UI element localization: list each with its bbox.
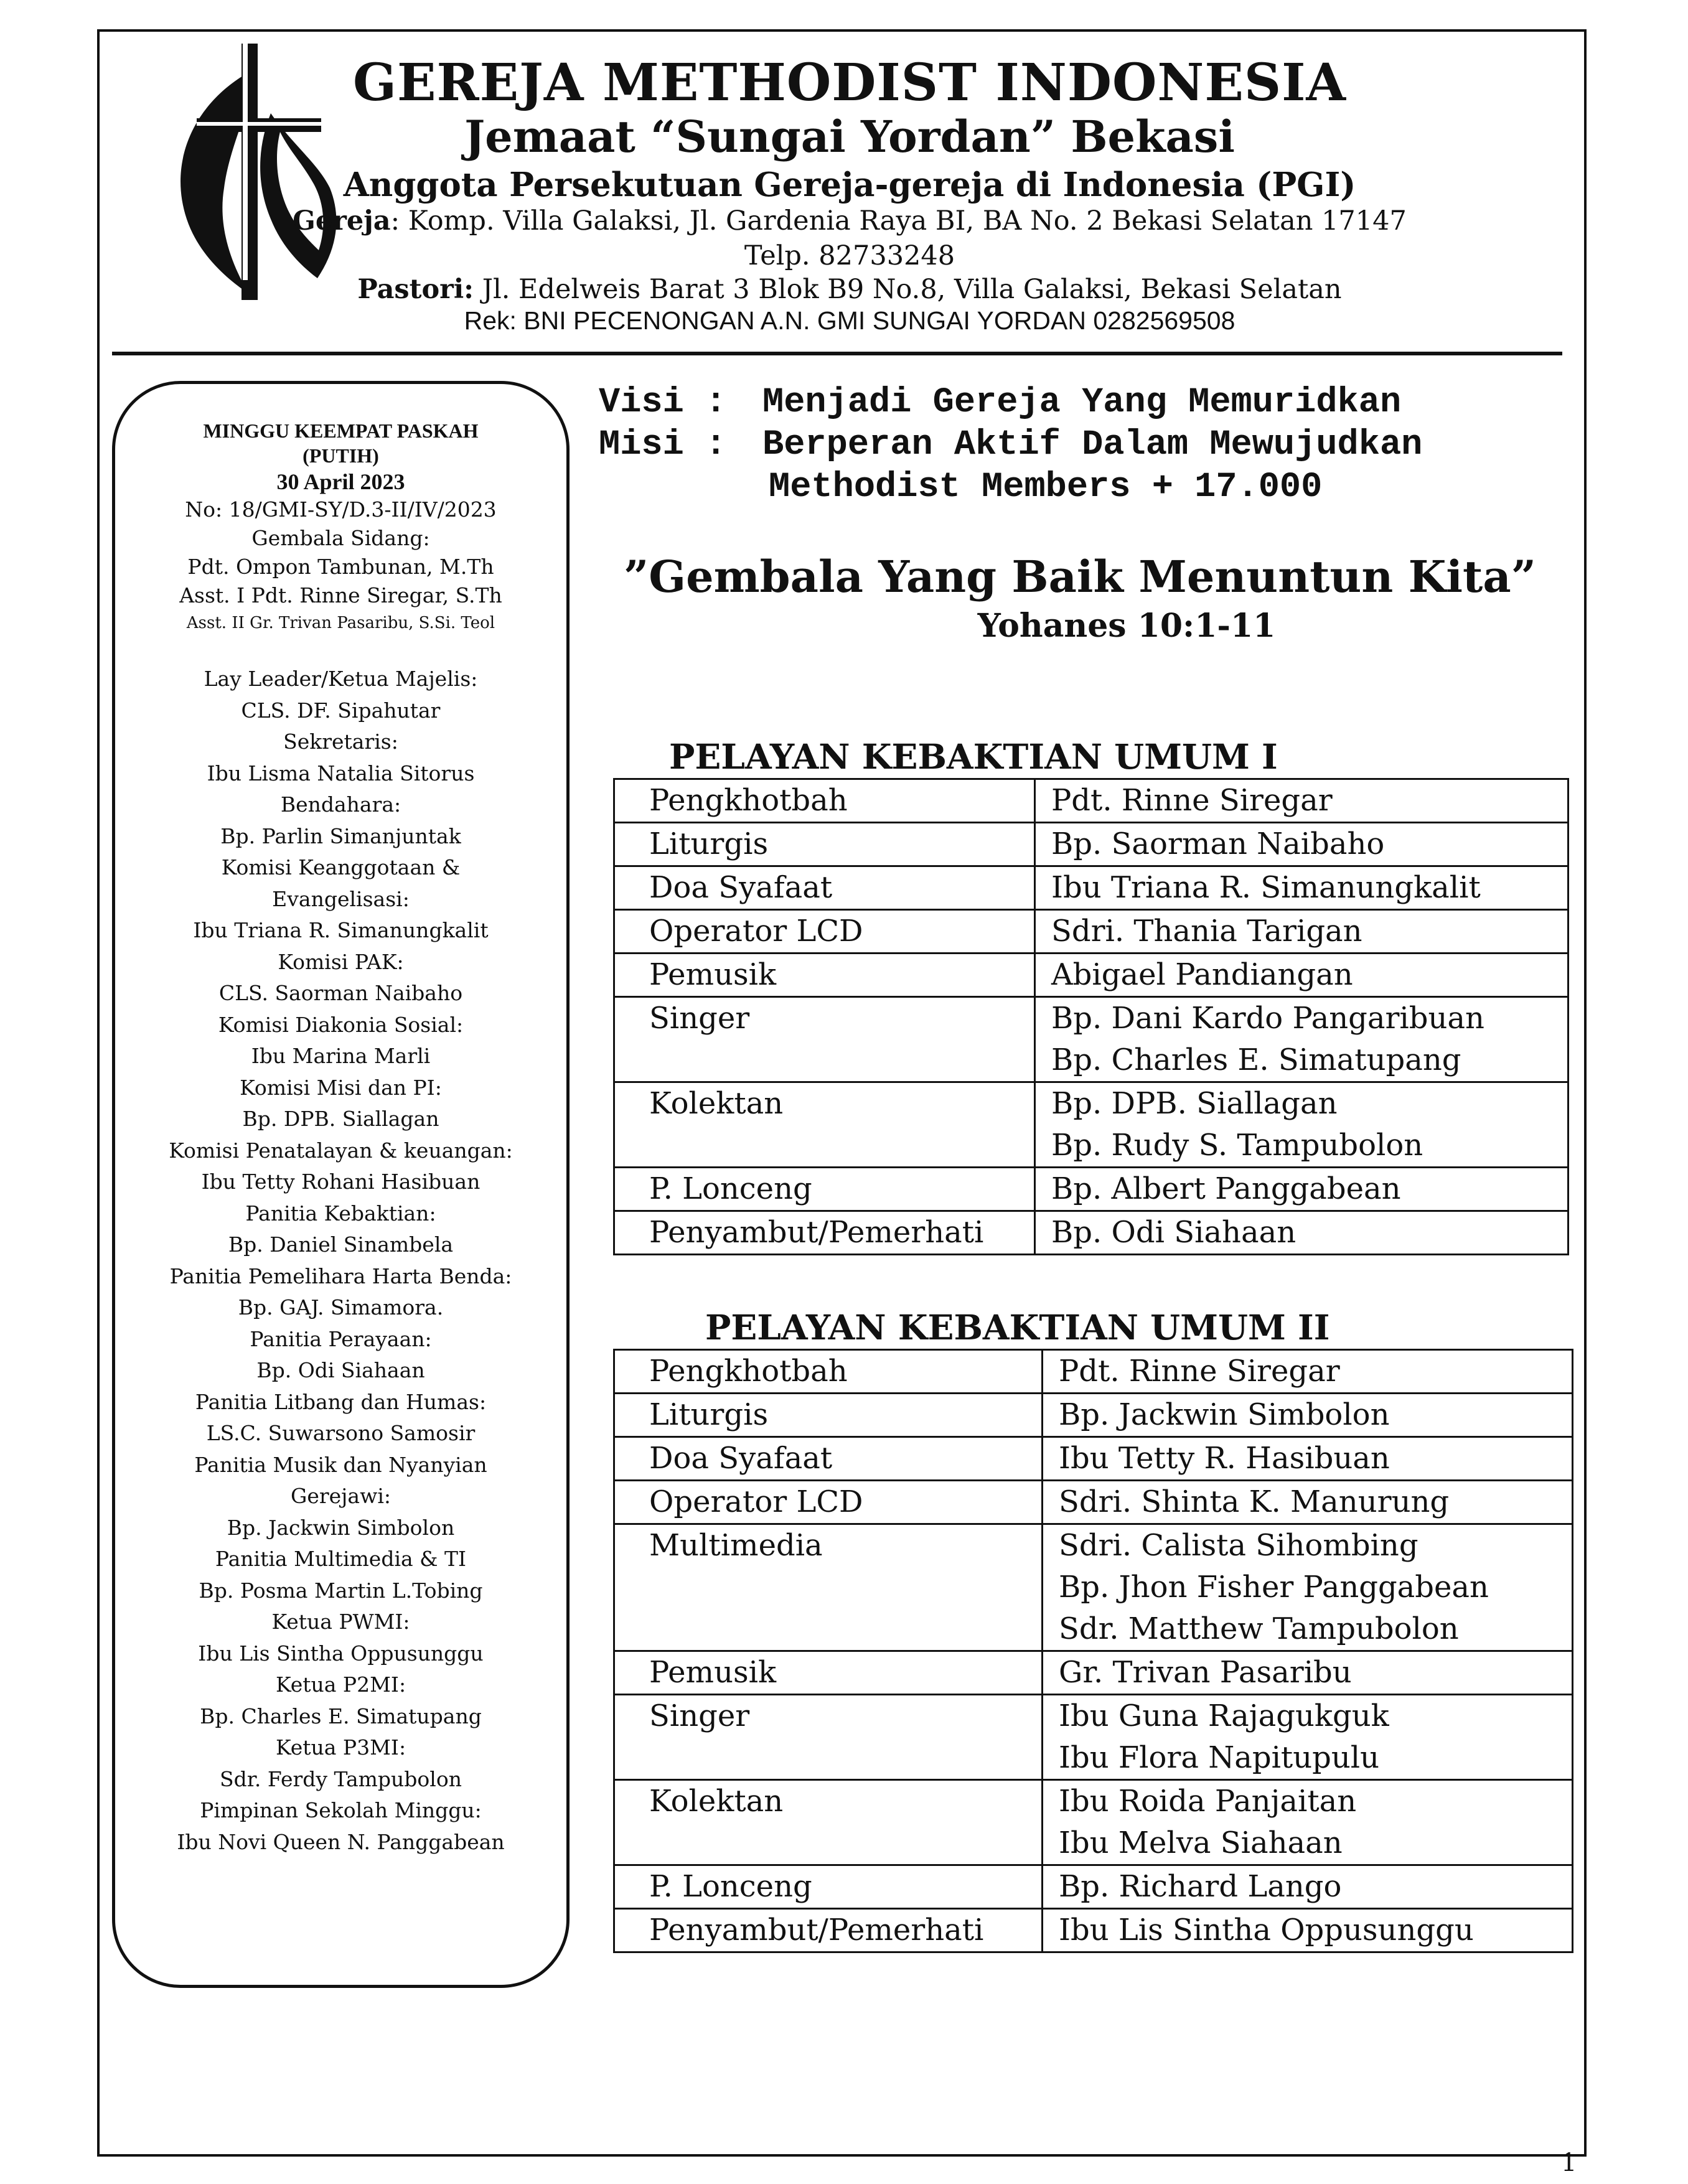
role-cell: Pemusik [614, 954, 1035, 997]
table-row [614, 1437, 1573, 1481]
role-cell: Operator LCD [614, 910, 1035, 954]
officer-line: Panitia Pemelihara Harta Benda: [169, 1263, 512, 1288]
officer-line: CLS. DF. Sipahutar [241, 698, 441, 723]
names-cell [1043, 1909, 1573, 1952]
officer-line: Panitia Litbang dan Humas: [195, 1389, 487, 1414]
misi-text-line2: Methodist Members + 17.000 [769, 467, 1323, 507]
officer-line: Lay Leader/Ketua Majelis: [204, 667, 478, 691]
names-cell [1043, 1524, 1573, 1651]
church-address-text: : Komp. Villa Galaksi, Jl. Gardenia Raya BI, BA No. 2 Bekasi Selatan 17147 [390, 205, 1407, 237]
role-cell: Singer [614, 997, 1035, 1082]
role-cell: Singer [614, 1695, 1043, 1780]
congregation-name: Jemaat “Sungai Yordan” Bekasi [464, 111, 1235, 162]
officer-line: Ibu Marina Marli [251, 1044, 431, 1068]
person-name: Sdri. Calista Sihombing [1059, 1528, 1418, 1563]
assistant-1: Asst. I Pdt. Rinne Siregar, S.Th [179, 583, 502, 607]
table-row [614, 823, 1568, 866]
table-row [614, 1082, 1568, 1168]
officer-line: Evangelisasi: [272, 886, 410, 911]
pastor-label: Gembala Sidang: [251, 526, 430, 550]
names-cell [1043, 1651, 1573, 1695]
person-name: Bp. Charles E. Simatupang [1051, 1043, 1461, 1077]
person-name: Bp. Jackwin Simbolon [1059, 1397, 1390, 1432]
officer-line: Ibu Lis Sintha Oppusunggu [198, 1641, 484, 1666]
page-number: 1 [1561, 2149, 1577, 2177]
officer-line: Pimpinan Sekolah Minggu: [200, 1798, 482, 1822]
role-cell: Pengkhotbah [614, 1350, 1043, 1394]
officer-line: Bp. Parlin Simanjuntak [220, 823, 461, 848]
names-cell [1035, 779, 1568, 823]
table-row [614, 954, 1568, 997]
service1-title: PELAYAN KEBAKTIAN UMUM I [669, 736, 1278, 777]
officer-line: Ibu Triana R. Simanungkalit [193, 918, 489, 942]
person-name: Ibu Flora Napitupulu [1059, 1740, 1380, 1775]
officer-line: Komisi Penatalayan & keuangan: [169, 1138, 513, 1163]
officer-line: Ibu Novi Queen N. Panggabean [177, 1829, 505, 1854]
role-cell: Penyambut/Pemerhati [614, 1909, 1043, 1952]
officer-line: Sekretaris: [283, 729, 398, 754]
person-name: Ibu Tetty R. Hasibuan [1059, 1441, 1390, 1476]
names-cell [1043, 1695, 1573, 1780]
person-name: Pdt. Rinne Siregar [1059, 1354, 1340, 1389]
service2-title: PELAYAN KEBAKTIAN UMUM II [705, 1307, 1330, 1347]
person-name: Ibu Triana R. Simanungkalit [1051, 870, 1481, 905]
officer-line: Panitia Perayaan: [250, 1326, 432, 1351]
person-name: Bp. Jhon Fisher Panggabean [1059, 1570, 1489, 1605]
parsonage-address-text: Jl. Edelweis Barat 3 Blok B9 No.8, Villa Galaksi, Bekasi Selatan [474, 274, 1342, 305]
names-cell [1035, 997, 1568, 1082]
officer-line: CLS. Saorman Naibaho [218, 981, 463, 1005]
officer-line: Bp. Odi Siahaan [256, 1358, 425, 1382]
table-row [614, 1350, 1573, 1394]
person-name: Bp. Saorman Naibaho [1051, 827, 1385, 861]
person-name: Ibu Guna Rajagukguk [1059, 1699, 1389, 1733]
person-name: Ibu Roida Panjaitan [1059, 1784, 1357, 1819]
names-cell [1035, 954, 1568, 997]
liturgical-color: (PUTIH) [302, 444, 379, 467]
table-row [614, 910, 1568, 954]
table-row [614, 1865, 1573, 1909]
officer-line: Ibu Lisma Natalia Sitorus [207, 761, 475, 785]
person-name: Gr. Trivan Pasaribu [1059, 1655, 1352, 1690]
officer-line: Ibu Tetty Rohani Hasibuan [201, 1169, 481, 1194]
officer-line: Bp. GAJ. Simamora. [238, 1295, 444, 1319]
names-cell [1035, 910, 1568, 954]
role-cell: Liturgis [614, 823, 1035, 866]
table-row [614, 779, 1568, 823]
officer-line: Panitia Kebaktian: [245, 1201, 436, 1226]
table-row [614, 1524, 1573, 1651]
officer-line: Gerejawi: [290, 1484, 392, 1508]
officer-line: Ketua PWMI: [271, 1610, 410, 1634]
table-row [614, 1909, 1573, 1952]
person-name: Ibu Melva Siahaan [1059, 1825, 1343, 1860]
officer-line: Panitia Multimedia & TI [215, 1547, 467, 1571]
bank-account: Rek: BNI PECENONGAN A.N. GMI SUNGAI YORDAN 0282569508 [464, 306, 1236, 335]
header-divider [112, 352, 1562, 355]
officers-list [115, 663, 566, 1858]
person-name: Bp. Albert Panggabean [1051, 1171, 1401, 1206]
names-cell [1035, 866, 1568, 910]
sidebar [112, 381, 570, 1988]
person-name: Sdr. Matthew Tampubolon [1059, 1611, 1459, 1646]
officer-line: Panitia Musik dan Nyanyian [194, 1452, 487, 1477]
officer-line: Bp. Daniel Sinambela [228, 1232, 454, 1257]
person-name: Abigael Pandiangan [1051, 957, 1353, 992]
names-cell [1043, 1481, 1573, 1524]
pastor-name: Pdt. Ompon Tambunan, M.Th [187, 555, 494, 579]
names-cell [1043, 1350, 1573, 1394]
officer-line: Komisi Diakonia Sosial: [218, 1012, 464, 1037]
table-row [614, 997, 1568, 1082]
officer-line: Bp. Jackwin Simbolon [227, 1515, 455, 1540]
person-name: Pdt. Rinne Siregar [1051, 783, 1333, 818]
membership-line: Anggota Persekutuan Gereja-gereja di Indonesia (PGI) [343, 166, 1356, 204]
person-name: Ibu Lis Sintha Oppusunggu [1059, 1913, 1474, 1947]
visi-text: Menjadi Gereja Yang Memuridkan [762, 383, 1402, 423]
role-cell: Kolektan [614, 1780, 1043, 1865]
sermon-theme: ”Gembala Yang Baik Menuntun Kita” [624, 551, 1536, 602]
role-cell: Kolektan [614, 1082, 1035, 1168]
role-cell: P. Lonceng [614, 1865, 1043, 1909]
names-cell [1035, 1082, 1568, 1168]
officer-line: Bp. Posma Martin L.Tobing [199, 1578, 483, 1603]
officer-line: Komisi PAK: [278, 949, 404, 974]
table-row [614, 1780, 1573, 1865]
role-cell: Multimedia [614, 1524, 1043, 1651]
officer-line: Bp. DPB. Siallagan [242, 1107, 439, 1131]
visi-label: Visi : [599, 383, 727, 423]
liturgical-sunday: MINGGU KEEMPAT PASKAH [203, 419, 479, 442]
names-cell [1035, 1168, 1568, 1211]
names-cell [1043, 1437, 1573, 1481]
role-cell: Operator LCD [614, 1481, 1043, 1524]
role-cell: Pengkhotbah [614, 779, 1035, 823]
officer-line: Komisi Misi dan PI: [240, 1075, 442, 1100]
service1-table [613, 778, 1569, 1255]
role-cell: Doa Syafaat [614, 866, 1035, 910]
officer-line: Sdr. Ferdy Tampubolon [220, 1766, 462, 1791]
table-row [614, 1168, 1568, 1211]
names-cell [1043, 1780, 1573, 1865]
church-label: Gereja [293, 205, 391, 237]
table-row [614, 1211, 1568, 1255]
misi-label: Misi : [599, 425, 727, 465]
officer-line: Bp. Charles E. Simatupang [200, 1704, 482, 1728]
assistant-2: Asst. II Gr. Trivan Pasaribu, S.Si. Teol [186, 614, 495, 632]
phone: Telp. 82733248 [744, 240, 955, 271]
officer-line: Ketua P2MI: [275, 1672, 406, 1697]
role-cell: Doa Syafaat [614, 1437, 1043, 1481]
service-date: 30 April 2023 [276, 469, 405, 494]
role-cell: P. Lonceng [614, 1168, 1035, 1211]
role-cell: Pemusik [614, 1651, 1043, 1695]
names-cell [1035, 1211, 1568, 1255]
service2-table [613, 1349, 1573, 1953]
scripture-reference: Yohanes 10:1-11 [977, 607, 1276, 645]
person-name: Bp. Rudy S. Tampubolon [1051, 1128, 1423, 1163]
person-name: Bp. Odi Siahaan [1051, 1215, 1296, 1250]
person-name: Sdri. Shinta K. Manurung [1059, 1484, 1450, 1519]
parsonage-label: Pastori: [357, 274, 474, 305]
misi-text-line1: Berperan Aktif Dalam Mewujudkan [762, 425, 1423, 465]
table-row [614, 1695, 1573, 1780]
officer-line: Bendahara: [280, 792, 401, 817]
names-cell [1035, 823, 1568, 866]
officer-line: Komisi Keanggotaan & [221, 855, 461, 879]
church-address [224, 205, 1475, 237]
names-cell [1043, 1394, 1573, 1437]
officer-line: LS.C. Suwarsono Samosir [206, 1421, 476, 1445]
officer-line: Ketua P3MI: [275, 1735, 406, 1760]
role-cell: Liturgis [614, 1394, 1043, 1437]
person-name: Sdri. Thania Tarigan [1051, 914, 1362, 949]
table-row [614, 1481, 1573, 1524]
role-cell: Penyambut/Pemerhati [614, 1211, 1035, 1255]
bulletin-number: No: 18/GMI-SY/D.3-II/IV/2023 [185, 497, 497, 522]
parsonage-address [224, 274, 1475, 305]
person-name: Bp. Dani Kardo Pangaribuan [1051, 1001, 1484, 1036]
names-cell [1043, 1865, 1573, 1909]
table-row [614, 1394, 1573, 1437]
church-name: GEREJA METHODIST INDONESIA [352, 53, 1347, 113]
person-name: Bp. Richard Lango [1059, 1869, 1342, 1904]
sidebar-heading [115, 384, 566, 495]
person-name: Bp. DPB. Siallagan [1051, 1086, 1338, 1121]
table-row [614, 866, 1568, 910]
table-row [614, 1651, 1573, 1695]
